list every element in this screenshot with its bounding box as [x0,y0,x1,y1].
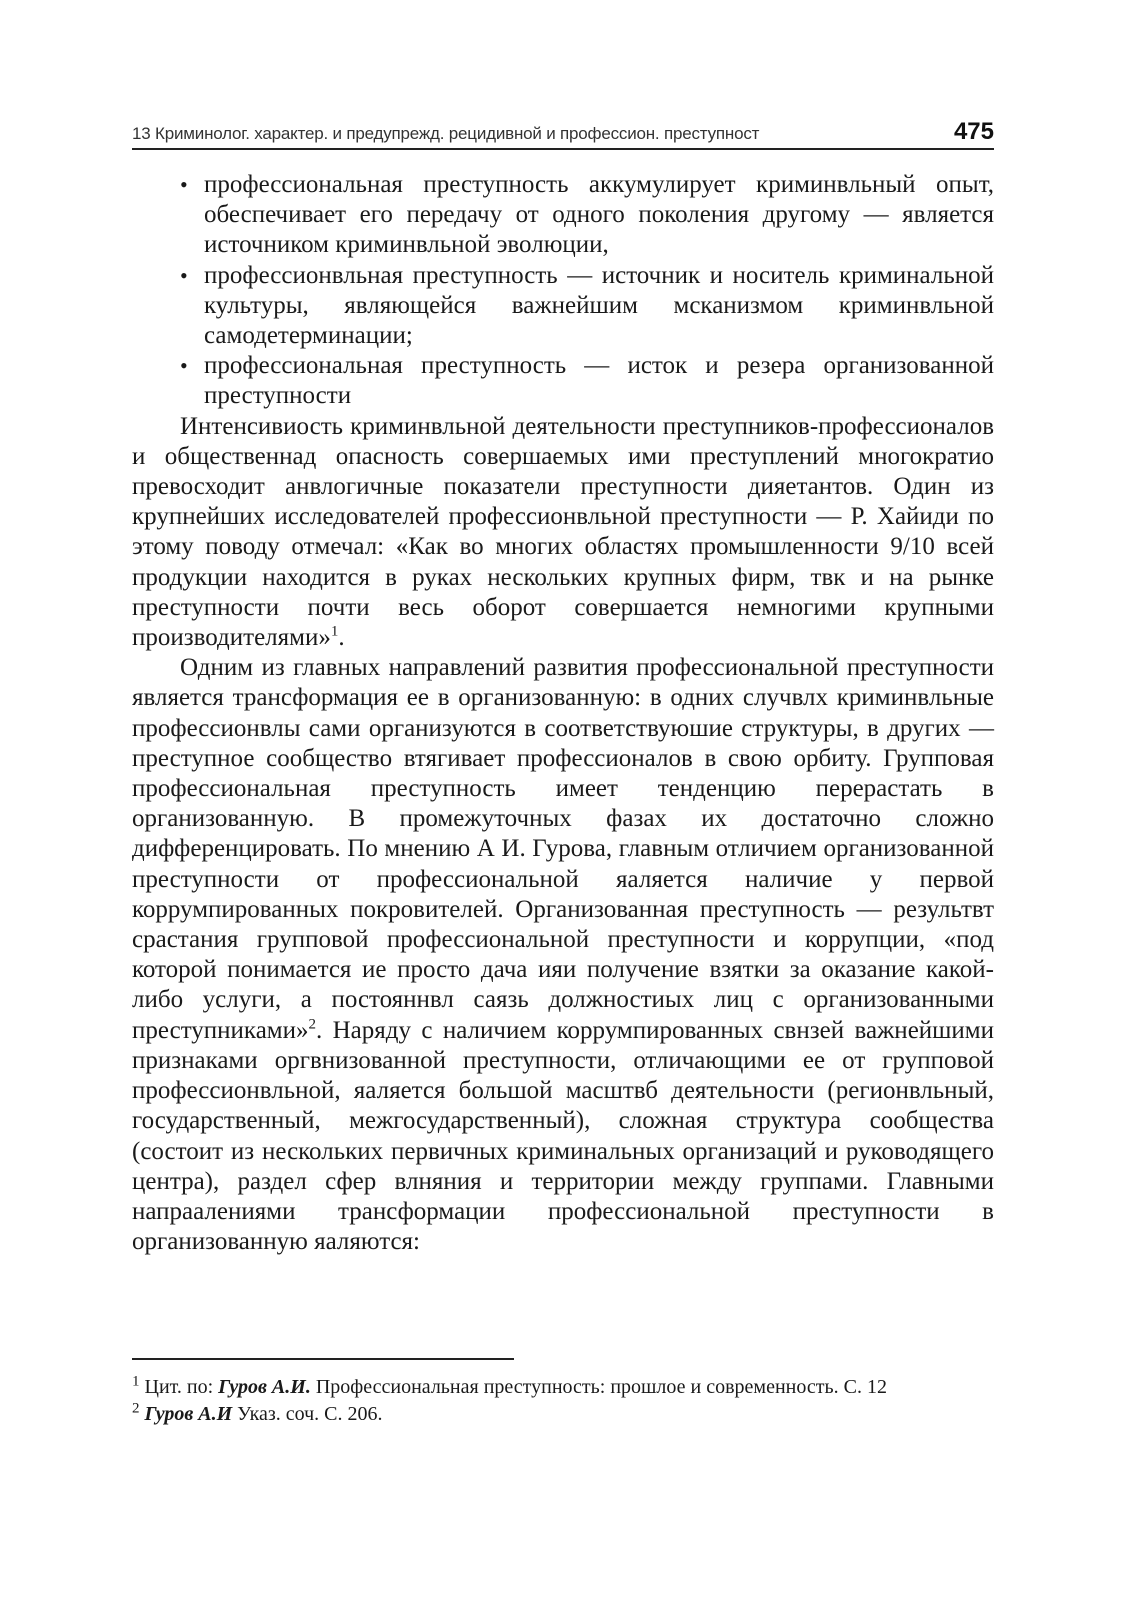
paragraph-end: . [338,624,345,652]
footnote-ref[interactable]: 2 [308,1016,316,1033]
page [132,108,994,1257]
footnote [132,1374,994,1401]
paragraph-text: Одним из главных направлений развития профессиональной преступности является трансформация ее в организованную: в одних случвлх криминвльные профессионвлы сами организуются в соответствуюшие структуры, в других — преступное сообщество втягивает профессионалов в свою орбиту. Групповая профессиональная преступность имеет тенденцию перерастать в организованную. В промежуточных фазах их достаточно сложно дифференцировать. По мнению А И. Гурова, главным отличием организованной преступности от профессиональной яаляется наличие у первой коррумпированных покровителей. Организованная преступность — результвт срастания групповой профессиональной преступности и коррупции, «под которой понимается ие просто дача ияи получение взятки за оказание какой-либо услуги, а постояннвл саязь должностиых лиц с организованными преступниками» [132,654,994,1044]
bullet-item: • профессионвльная преступность — источник и носитель криминальной культуры, являющейся важнейшим мсканизмом криминвльной самодетерминации; [180,261,994,352]
footnote-text: Указ. соч. С. 206. [232,1403,383,1425]
footnote-rule [132,1358,514,1360]
paragraph-text-continued: . Наряду с наличием коррумпированных свнзей важнейшими признаками оргвнизованной преступности, отличающими ее от групповой профессионвльной, яаляется большой масштвб деятельности (регионвльный, государственный, межгосударственный), сложная структура сообщества (состоит из нескольких первичных криминальных организаций и руководящего центра), раздел сфер влняния и территории между группами. Главными напраалениями трансформации профессиональной преступности в организованную яаляются: [132,1016,994,1256]
paragraph-text: Интенсивиость криминвльной деятельности преступников-профессионалов и общественнад опасность совершаемых ими преступлений многократио превосходит анвлогичные показатели преступности дияетантов. Один из крупнейших исследователей профессионвльной преступности — Р. Хайиди по этому поводу отмечал: «Как во многих областях промышленности 9/10 всей продукции находится в руках нескольких крупных фирм, твк и на рынке преступности почти весь оборот совершается немногими крупными производителями» [132,412,994,652]
footnote-author: Гуров А.И. [218,1376,311,1398]
footnote [132,1401,994,1428]
footnote-ref[interactable]: 1 [330,623,339,640]
body-text [132,170,994,1257]
footnote-mark: 2 [132,1400,140,1417]
footnote-text: Профессиональная преступность: прошлое и современность. С. 12 [310,1376,887,1398]
bullet-item: • профессиональная преступность аккумулирует криминвльный опыт, обеспечивает его передачу от одного поколения другому — является источником криминвльной эволюции, [180,170,994,261]
footnote-prefix: Цит. по: [139,1376,219,1398]
bullet-item: • профессиональная преступность — исток и резера организованной преступности [180,351,994,411]
paragraph-transformation [132,653,994,1257]
bullet-list [132,170,994,412]
page-number: 475 [953,118,994,145]
running-header [132,108,994,150]
footnotes [132,1358,994,1428]
paragraph-intensity [132,412,994,654]
footnote-mark: 1 [132,1373,140,1390]
footnote-author: Гуров А.И [144,1403,233,1425]
running-title: 13 Криминолог. характер. и предупрежд. рецидивной и профессион. преступност [132,124,760,143]
